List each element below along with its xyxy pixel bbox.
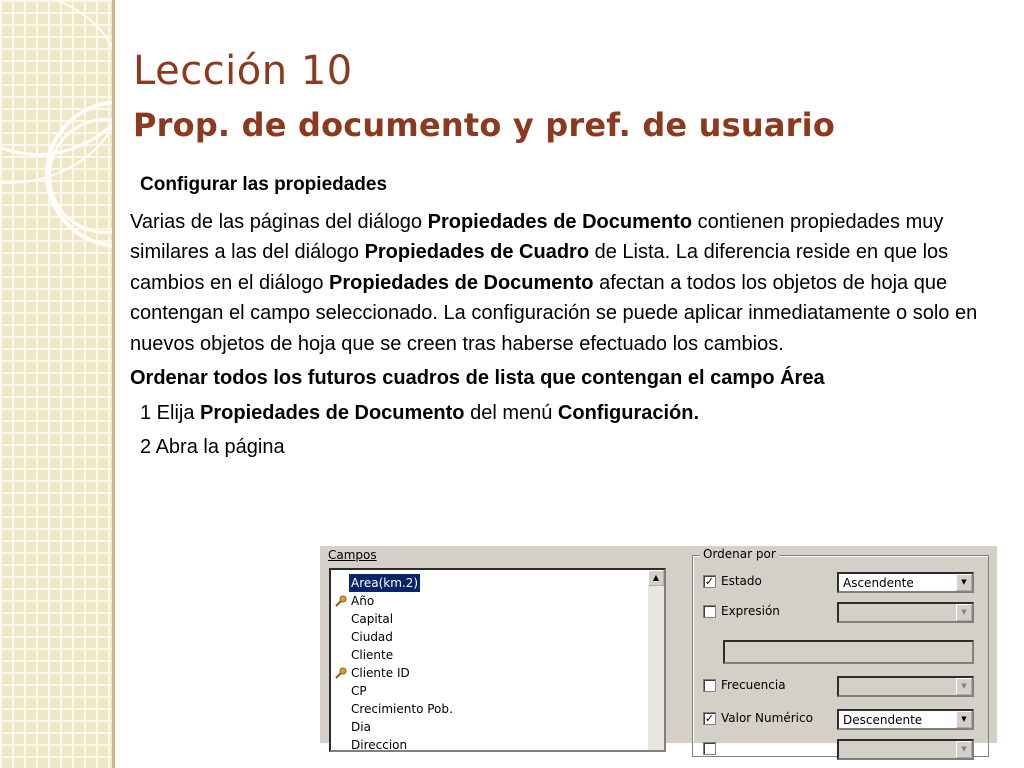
field-item[interactable] — [331, 664, 644, 682]
paragraph-text: de Lista. La diferencia reside en que los cambios en el diálogo — [130, 241, 949, 294]
step-bold: Propiedades de Documento — [200, 401, 465, 424]
sort-numeric-select[interactable] — [837, 709, 974, 730]
chevron-down-icon[interactable]: ▼ — [956, 574, 972, 591]
sort-state-select[interactable] — [837, 572, 974, 593]
expression-input[interactable] — [723, 640, 974, 664]
step-text: del menú — [464, 401, 558, 424]
step-1 — [130, 398, 980, 429]
task-heading: Ordenar todos los futuros cuadros de lista que contengan el campo Área — [130, 367, 825, 389]
paragraph-text: afectan a todos los objetos de hoja que contengan el campo seleccionado. La configuración se puede aplicar inmediatamente o solo en nuevos objetos de hoja que se creen tras haberse efectuado los cambios. — [130, 271, 978, 355]
sort-next-select[interactable] — [837, 739, 974, 760]
field-label: CP — [351, 684, 367, 698]
field-label: Cliente — [351, 648, 394, 662]
paragraph-bold: Propiedades de Cuadro — [364, 241, 590, 263]
slide-body — [130, 170, 980, 467]
paragraph-text: contienen propiedades muy similares a las del diálogo — [130, 210, 944, 263]
sort-state-value: Ascendente — [843, 576, 914, 590]
sort-next-checkbox[interactable] — [703, 742, 716, 755]
step-text: 1 Elija — [140, 401, 201, 424]
sort-frequency-select[interactable] — [837, 676, 974, 697]
sort-frequency-checkbox[interactable] — [703, 679, 716, 692]
key-icon — [335, 595, 347, 607]
paragraph-text: Varias de las páginas del diálogo — [130, 210, 428, 233]
field-item[interactable] — [331, 736, 644, 754]
field-item[interactable] — [331, 682, 644, 700]
field-label: Ciudad — [351, 630, 393, 644]
document-properties-dialog — [320, 545, 997, 753]
slide-title: Lección 10 — [133, 48, 353, 94]
chevron-down-icon[interactable]: ▼ — [956, 604, 972, 621]
step-text: 2 Abra la página — [140, 436, 285, 458]
field-label: Crecimiento Pob. — [351, 702, 453, 716]
field-label: Capital — [351, 612, 394, 626]
field-item[interactable] — [331, 574, 644, 592]
paragraph-bold: Propiedades de Documento — [427, 210, 693, 233]
key-icon — [335, 667, 347, 679]
field-label: Area(km.2) — [351, 576, 419, 590]
sort-numeric-label: Valor Numérico — [721, 711, 813, 725]
side-panel-border — [112, 0, 115, 768]
sort-group-label: Ordenar por — [700, 547, 779, 561]
field-item[interactable] — [331, 592, 644, 610]
field-item[interactable] — [331, 718, 644, 736]
intro-paragraph — [130, 207, 980, 360]
field-label: Direccion — [351, 738, 408, 752]
section-heading: Configurar las propiedades — [140, 174, 388, 195]
fields-label: Campos — [328, 548, 377, 562]
slide-subtitle: Prop. de documento y pref. de usuario — [133, 106, 836, 144]
step-bold: Configuración. — [557, 401, 700, 424]
chevron-down-icon[interactable]: ▼ — [956, 678, 972, 695]
field-item[interactable] — [331, 610, 644, 628]
arrow-up-icon[interactable]: ▲ — [648, 570, 664, 586]
decorative-side-panel — [0, 0, 112, 768]
chevron-down-icon[interactable]: ▼ — [956, 741, 972, 758]
fields-listbox[interactable] — [329, 568, 666, 752]
sort-frequency-label: Frecuencia — [721, 678, 786, 692]
sort-numeric-checkbox[interactable]: ✓ — [704, 712, 715, 725]
field-label: Cliente ID — [351, 666, 410, 680]
field-label: Año — [351, 594, 375, 608]
field-item[interactable] — [331, 700, 644, 718]
sort-expression-label: Expresión — [721, 604, 780, 618]
sort-expression-select[interactable] — [837, 602, 974, 623]
sort-by-group — [692, 547, 989, 757]
sort-state-checkbox[interactable]: ✓ — [704, 575, 715, 588]
sort-numeric-value: Descendente — [843, 713, 923, 727]
step-2 — [130, 432, 980, 463]
field-item[interactable] — [331, 628, 644, 646]
chevron-down-icon[interactable]: ▼ — [956, 711, 972, 728]
field-item[interactable] — [331, 646, 644, 664]
field-label: Dia — [351, 720, 371, 734]
sort-state-label: Estado — [721, 574, 762, 588]
list-scrollbar[interactable] — [648, 570, 664, 750]
sort-expression-checkbox[interactable] — [703, 605, 716, 618]
paragraph-bold: Propiedades de Documento — [329, 271, 594, 294]
